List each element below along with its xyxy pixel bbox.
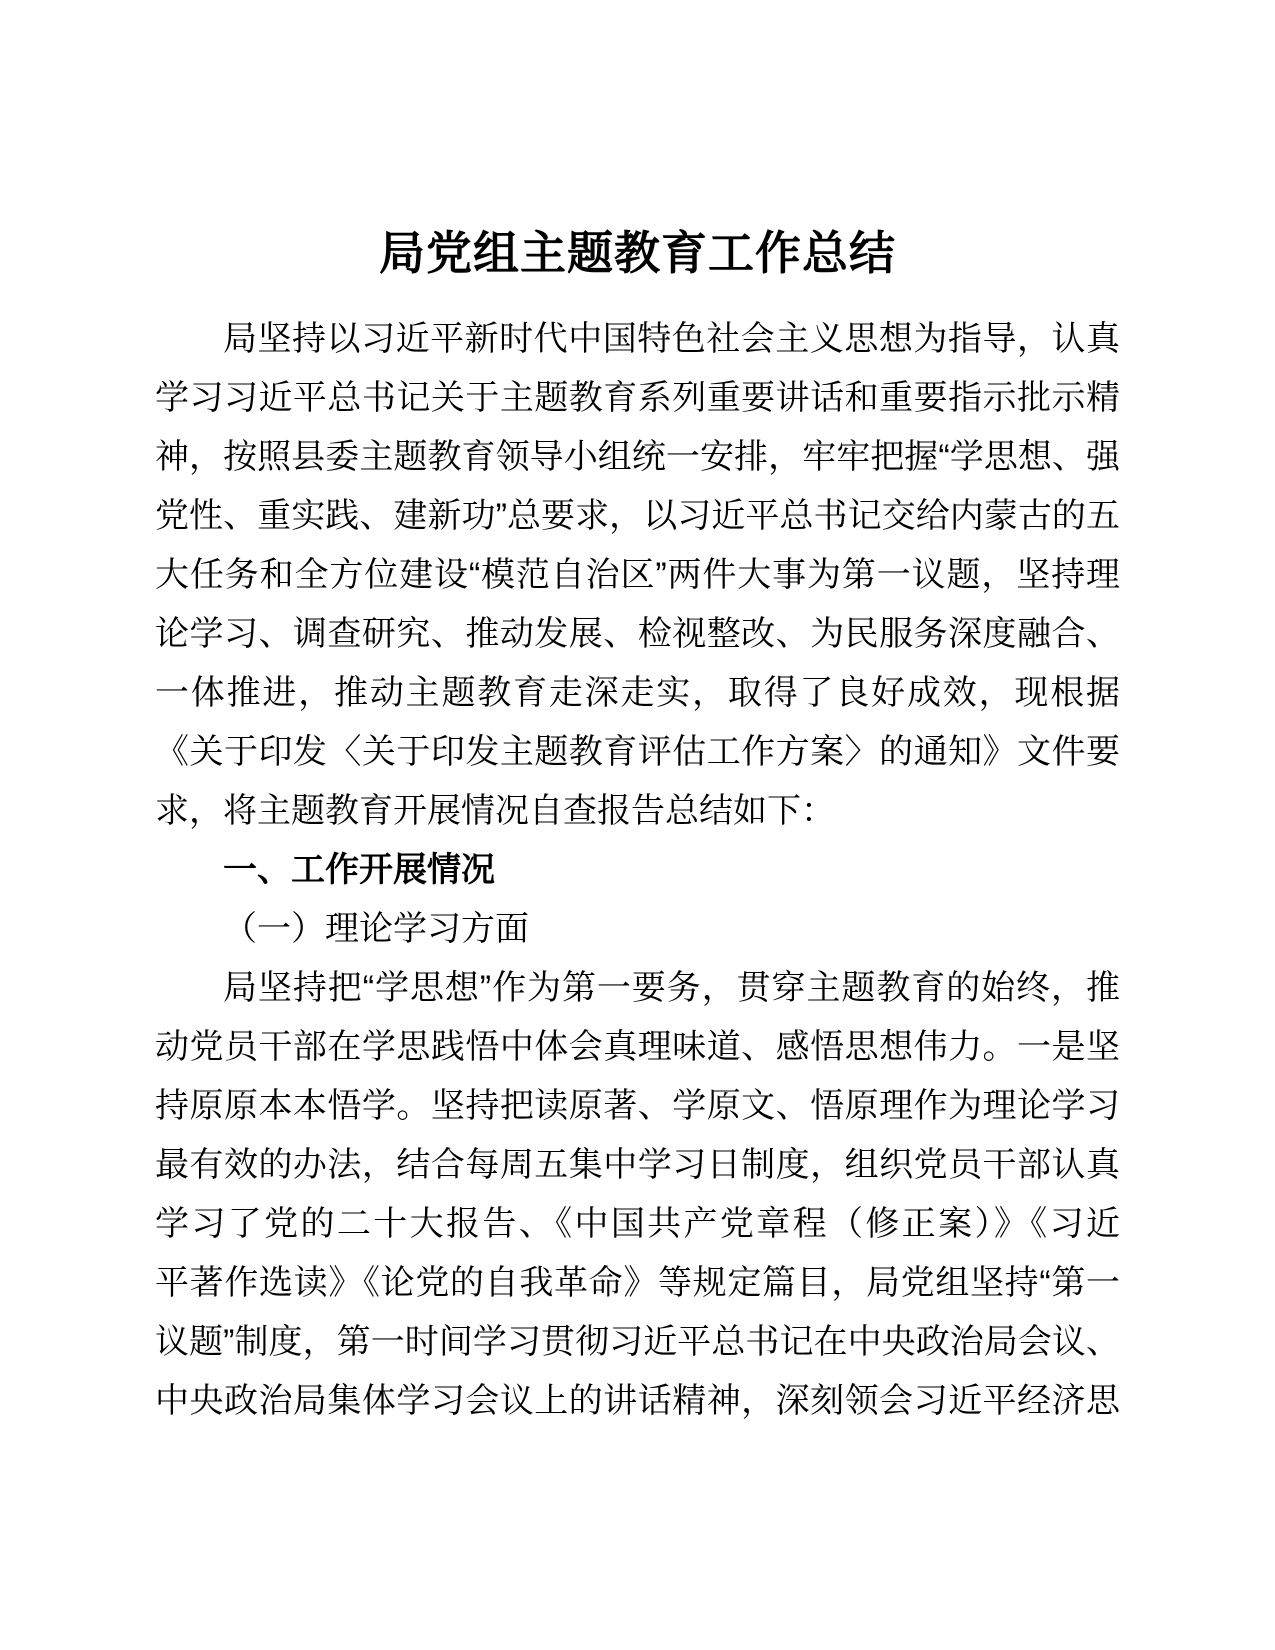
paragraph-line: 论学习、调查研究、推动发展、检视整改、为民服务深度融合、 bbox=[155, 615, 1120, 653]
paragraph-line: 党性、重实践、建新功”总要求，以习近平总书记交给内蒙古的五 bbox=[155, 497, 1120, 535]
subsection-heading: （一）理论学习方面 bbox=[223, 910, 529, 948]
paragraph-2 bbox=[155, 959, 1120, 1431]
paragraph-line: 学习了党的二十大报告、《中国共产党章程（修正案）》《习近 bbox=[155, 1205, 1120, 1243]
section-heading: 一、工作开展情况 bbox=[223, 851, 495, 889]
paragraph-line: 大任务和全方位建设“模范自治区”两件大事为第一议题，坚持理 bbox=[155, 556, 1120, 594]
paragraph-line: 学习习近平总书记关于主题教育系列重要讲话和重要指示批示精 bbox=[155, 379, 1120, 417]
paragraph-line: 一体推进，推动主题教育走深走实，取得了良好成效，现根据 bbox=[155, 674, 1120, 712]
paragraph-line: 神，按照县委主题教育领导小组统一安排，牢牢把握“学思想、强 bbox=[155, 438, 1120, 476]
document-title: 局党组主题教育工作总结 bbox=[379, 227, 896, 279]
paragraph-line: 中央政治局集体学习会议上的讲话精神，深刻领会习近平经济思 bbox=[155, 1382, 1120, 1420]
paragraph-1 bbox=[155, 310, 1120, 841]
paragraph-line: 平著作选读》《论党的自我革命》等规定篇目，局党组坚持“第一 bbox=[155, 1264, 1120, 1302]
paragraph-line: 《关于印发〈关于印发主题教育评估工作方案〉的通知》文件要 bbox=[155, 733, 1120, 771]
paragraph-line: 局坚持以习近平新时代中国特色社会主义思想为指导，认真 bbox=[223, 320, 1120, 358]
paragraph-line: 议题”制度，第一时间学习贯彻习近平总书记在中央政治局会议、 bbox=[155, 1323, 1120, 1361]
paragraph-line: 持原原本本悟学。坚持把读原著、学原文、悟原理作为理论学习 bbox=[155, 1087, 1120, 1125]
document-body bbox=[0, 227, 1275, 1431]
paragraph-line: 动党员干部在学思践悟中体会真理味道、感悟思想伟力。一是坚 bbox=[155, 1028, 1120, 1066]
paragraph-line: 局坚持把“学思想”作为第一要务，贯穿主题教育的始终，推 bbox=[223, 969, 1120, 1007]
paragraph-line: 求，将主题教育开展情况自查报告总结如下： bbox=[155, 792, 835, 830]
paragraph-line: 最有效的办法，结合每周五集中学习日制度，组织党员干部认真 bbox=[155, 1146, 1120, 1184]
